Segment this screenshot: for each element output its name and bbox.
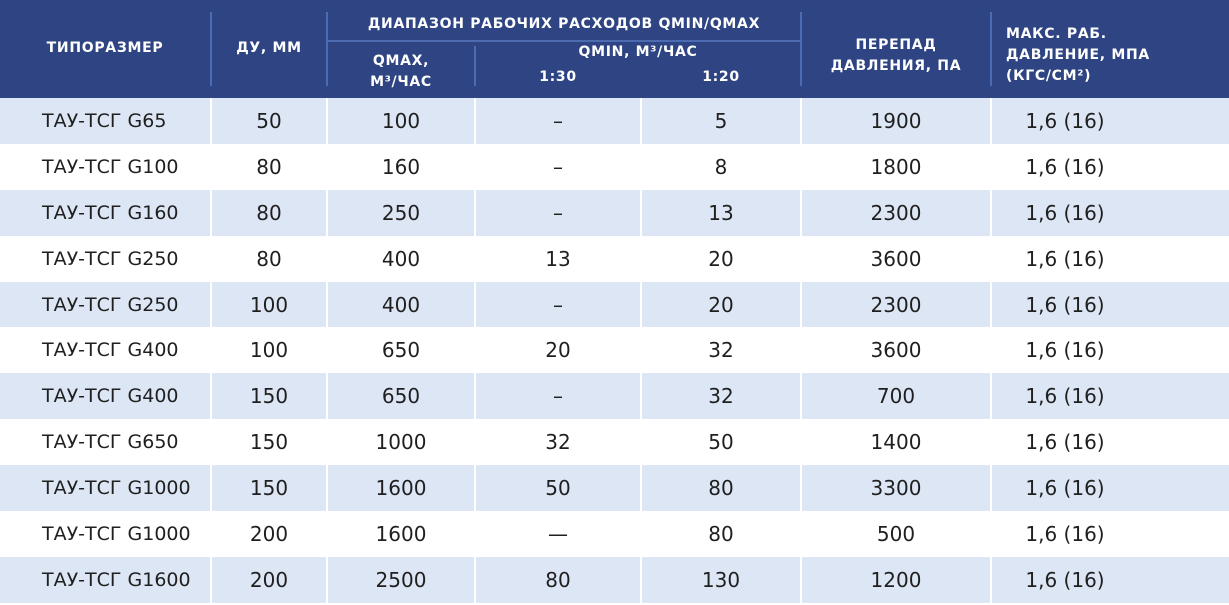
column-separator [326,144,328,190]
column-separator [474,236,476,282]
cell-du: 200 [249,521,289,546]
cell-qmin-1-30: — [548,521,568,546]
column-separator [640,98,642,144]
cell-du: 100 [249,292,289,317]
cell-qmax: 400 [381,292,421,317]
column-separator [800,465,802,511]
column-separator [474,144,476,190]
cell-qmin-1-30: 20 [545,338,571,363]
header-max-pressure: МАКС. РАБ. ДАВЛЕНИЕ, МПА (КГС/СМ²) [1006,26,1150,84]
column-separator [210,282,212,328]
column-separator [210,419,212,465]
cell-max-pressure: 1,6 (16) [1025,246,1105,271]
cell-qmin-1-30: 80 [545,567,571,592]
cell-model: ТАУ-ТСГ G65 [42,109,167,132]
column-separator [800,557,802,603]
cell-qmin-1-30: 32 [545,430,571,455]
column-separator [640,327,642,373]
cell-du: 100 [249,338,289,363]
cell-du: 50 [256,108,282,133]
cell-qmin-1-20: 80 [708,476,734,501]
table-row [0,282,1229,328]
table-row [0,190,1229,236]
column-separator [326,419,328,465]
cell-qmin-1-20: 13 [708,200,734,225]
column-separator [640,557,642,603]
column-separator [990,236,992,282]
cell-qmin-1-20: 32 [708,384,734,409]
cell-qmin-1-20: 5 [714,108,728,133]
table-header [0,0,1229,98]
column-separator [640,282,642,328]
cell-qmax: 2500 [375,567,427,592]
cell-qmax: 1000 [375,430,427,455]
column-separator [800,282,802,328]
column-separator [474,282,476,328]
column-separator [640,465,642,511]
column-separator [990,419,992,465]
cell-pressure-drop: 1900 [870,108,922,133]
cell-model: ТАУ-ТСГ G1000 [42,522,191,545]
cell-qmin-1-30: 50 [545,476,571,501]
table-row [0,557,1229,603]
cell-qmin-1-30: – [553,200,563,225]
column-separator [800,236,802,282]
column-separator [210,327,212,373]
cell-pressure-drop: 1400 [870,430,922,455]
column-separator [800,419,802,465]
cell-du: 150 [249,476,289,501]
cell-du: 80 [256,200,282,225]
header-pressure-drop: ПЕРЕПАД ДАВЛЕНИЯ, ПА [830,37,962,74]
column-separator [210,511,212,557]
cell-du: 150 [249,430,289,455]
cell-qmin-1-30: – [553,292,563,317]
cell-du: 80 [256,154,282,179]
column-separator [640,373,642,419]
cell-qmin-1-20: 20 [708,246,734,271]
cell-qmax: 1600 [375,521,427,546]
column-separator [474,465,476,511]
cell-qmin-1-30: – [553,154,563,179]
column-separator [474,98,476,144]
column-separator [990,373,992,419]
column-separator [326,236,328,282]
column-separator [990,98,992,144]
cell-pressure-drop: 3300 [870,476,922,501]
column-separator [800,144,802,190]
cell-max-pressure: 1,6 (16) [1025,567,1105,592]
cell-pressure-drop: 1800 [870,154,922,179]
cell-model: ТАУ-ТСГ G160 [42,201,179,224]
cell-pressure-drop: 2300 [870,200,922,225]
header-qmax: QMAX, М³/ЧАС [370,53,432,90]
header-range-title: ДИАПАЗОН РАБОЧИХ РАСХОДОВ QMIN/QMAX [367,16,761,32]
column-separator [474,511,476,557]
cell-qmax: 400 [381,246,421,271]
column-separator [640,236,642,282]
column-separator [326,373,328,419]
column-separator [990,190,992,236]
cell-qmin-1-20: 8 [714,154,728,179]
table-row [0,511,1229,557]
column-separator [800,511,802,557]
column-separator [990,465,992,511]
column-separator [640,144,642,190]
column-separator [326,557,328,603]
cell-pressure-drop: 3600 [870,246,922,271]
cell-model: ТАУ-ТСГ G250 [42,247,179,270]
column-separator [474,190,476,236]
cell-model: ТАУ-ТСГ G100 [42,155,179,178]
cell-du: 150 [249,384,289,409]
cell-du: 200 [249,567,289,592]
cell-qmin-1-20: 32 [708,338,734,363]
table-row [0,419,1229,465]
column-separator [210,190,212,236]
column-separator [800,98,802,144]
cell-max-pressure: 1,6 (16) [1025,200,1105,225]
column-separator [990,144,992,190]
column-separator [640,190,642,236]
cell-pressure-drop: 2300 [870,292,922,317]
table-row [0,236,1229,282]
cell-qmin-1-30: – [553,108,563,133]
cell-qmin-1-20: 20 [708,292,734,317]
cell-pressure-drop: 3600 [870,338,922,363]
cell-qmax: 250 [381,200,421,225]
column-separator [210,465,212,511]
column-separator [800,190,802,236]
cell-max-pressure: 1,6 (16) [1025,292,1105,317]
cell-qmax: 1600 [375,476,427,501]
cell-qmax: 100 [381,108,421,133]
cell-max-pressure: 1,6 (16) [1025,521,1105,546]
cell-qmin-1-30: 13 [545,246,571,271]
header-du: ДУ, ММ [236,40,302,56]
cell-model: ТАУ-ТСГ G1600 [42,568,191,591]
cell-max-pressure: 1,6 (16) [1025,154,1105,179]
header-qmin: QMIN, М³/ЧАС [578,44,698,60]
cell-model: ТАУ-ТСГ G650 [42,431,179,454]
table-row [0,327,1229,373]
column-separator [474,327,476,373]
column-separator [474,419,476,465]
cell-qmax: 650 [381,384,421,409]
column-separator [326,327,328,373]
table-row [0,373,1229,419]
column-separator [990,557,992,603]
header-ratio-1-30: 1:30 [539,69,577,85]
column-separator [640,419,642,465]
table-row [0,465,1229,511]
table-row [0,98,1229,144]
header-model: ТИПОРАЗМЕР [46,40,164,56]
cell-model: ТАУ-ТСГ G1000 [42,477,191,500]
cell-qmin-1-20: 50 [708,430,734,455]
cell-qmax: 160 [381,154,421,179]
cell-qmin-1-20: 130 [701,567,741,592]
column-separator [990,511,992,557]
table-row [0,144,1229,190]
cell-du: 80 [256,246,282,271]
column-separator [474,373,476,419]
cell-qmin-1-30: – [553,384,563,409]
column-separator [640,511,642,557]
column-separator [210,98,212,144]
cell-pressure-drop: 700 [876,384,916,409]
column-separator [326,465,328,511]
column-separator [800,373,802,419]
column-separator [990,327,992,373]
column-separator [474,557,476,603]
column-separator [210,236,212,282]
cell-max-pressure: 1,6 (16) [1025,338,1105,363]
cell-max-pressure: 1,6 (16) [1025,384,1105,409]
column-separator [326,190,328,236]
cell-pressure-drop: 500 [876,521,916,546]
column-separator [800,327,802,373]
column-separator [210,144,212,190]
cell-model: ТАУ-ТСГ G400 [42,385,179,408]
column-separator [210,373,212,419]
cell-max-pressure: 1,6 (16) [1025,430,1105,455]
column-separator [326,511,328,557]
column-separator [210,557,212,603]
table-body [0,98,1229,603]
cell-pressure-drop: 1200 [870,567,922,592]
column-separator [990,282,992,328]
column-separator [326,98,328,144]
cell-max-pressure: 1,6 (16) [1025,476,1105,501]
cell-model: ТАУ-ТСГ G400 [42,339,179,362]
cell-qmin-1-20: 80 [708,521,734,546]
cell-max-pressure: 1,6 (16) [1025,108,1105,133]
header-ratio-1-20: 1:20 [702,69,740,85]
cell-qmax: 650 [381,338,421,363]
cell-model: ТАУ-ТСГ G250 [42,293,179,316]
column-separator [326,282,328,328]
